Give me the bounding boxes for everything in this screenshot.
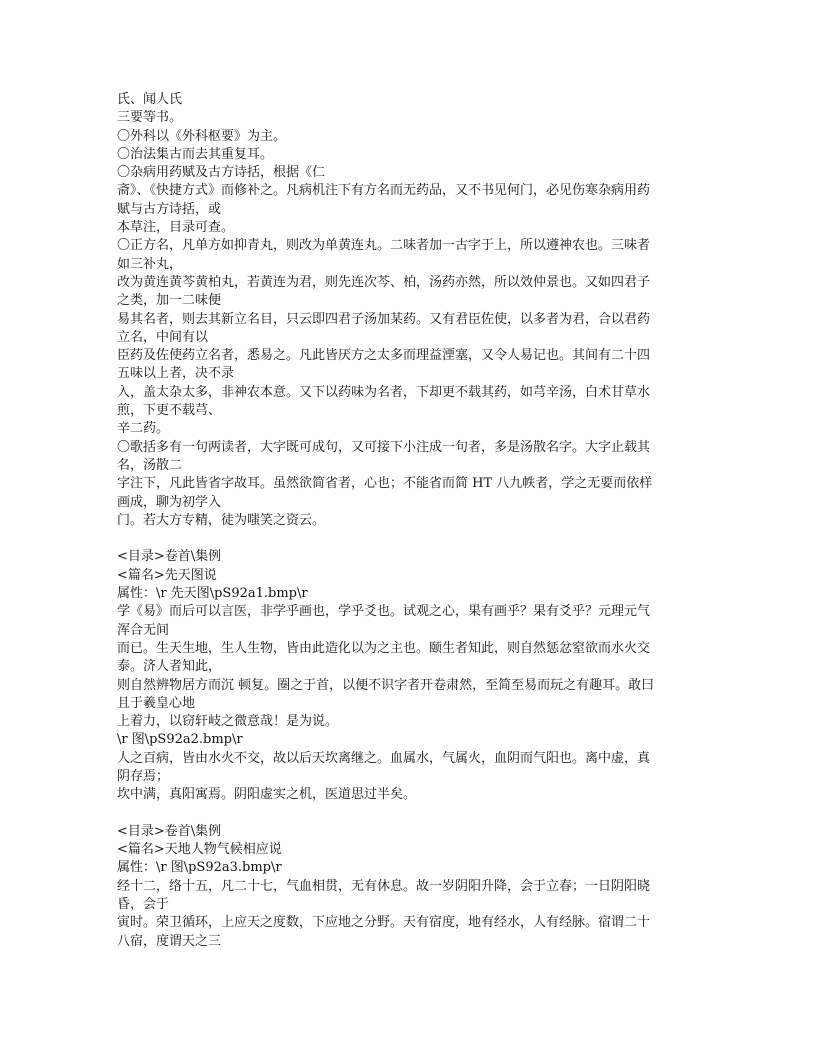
blank-line [117, 530, 701, 548]
text-line: 学《易》而后可以言医，非学乎画也，学乎爻也。试观之心，果有画乎？果有爻乎？元理元气 [117, 604, 651, 620]
text-line: 入，盖太杂太多，非神农本意。又下以药味为名者，下却更不载其药，如芎辛汤，白术甘草水 [117, 384, 651, 400]
text-line: 立名，中间有以 [117, 329, 209, 345]
text-line: 五味以上者，决不录 [117, 366, 235, 382]
text-line: 八宿，度谓天之三 [117, 933, 222, 949]
text-line: 〇外科以《外科枢要》为主。 [117, 128, 287, 144]
image-ref-line: \r 图\pS92a2.bmp\r [117, 732, 243, 748]
text-line: 赋与古方诗括，或 [117, 201, 222, 217]
text-line: 氏、闻人氏 [117, 92, 183, 107]
text-line: 泰。济人者知此， [117, 659, 222, 675]
text-line: 辛二药。 [117, 421, 170, 437]
text-line: 昏，会于 [117, 897, 170, 913]
text-line: 本草注，目录可查。 [117, 220, 235, 236]
text-line: 则自然辨物居方而沉 顿复。圈之于首，以便不识字者开卷肃然，至简至易而玩之有趣耳。敢曰 [117, 677, 655, 693]
blank-line [117, 805, 701, 823]
section-catalog-line: <目录>卷首\集例 [117, 823, 222, 839]
text-line: 〇歌括多有一句两读者，大字既可成句，又可接下小注成一句者，多是汤散名字。大字止载其 [117, 439, 651, 455]
section-catalog-line: <目录>卷首\集例 [117, 549, 222, 565]
attribute-line: 属性：\r 图\pS92a3.bmp\r [117, 860, 282, 876]
section-title-line: <篇名>天地人物气候相应说 [117, 842, 282, 858]
text-line: 寅时。荣卫循环，上应天之度数，下应地之分野。天有宿度，地有经水，人有经脉。宿谓二十 [117, 915, 651, 931]
text-line: 坎中满，真阳寓焉。阴阳虚实之机，医道思过半矣。 [117, 787, 417, 803]
text-line: 字注下，凡此皆省字故耳。虽然欲简省者，心也；不能省而简 HT 八九帙者，学之无要而依样 [117, 476, 653, 492]
text-line: 而已。生天生地，生人生物，皆由此造化以为之主也。颐生者知此，则自然惩忿窒欲而水火交 [117, 640, 651, 656]
text-line: 如三补丸， [117, 256, 183, 272]
text-line: 斋》、《快捷方式》而修补之。凡病机注下有方名而无药品，又不书见何门，必见伤寒杂病用药 [117, 183, 651, 199]
text-line: 〇杂病用药赋及古方诗括，根据《仁 [117, 165, 326, 181]
text-line: 〇正方名，凡单方如抑青丸，则改为单黄连丸。二味者加一古字于上，所以遵神农也。三味者 [117, 238, 651, 254]
text-line: 上着力，以窃轩岐之微意哉！是为说。 [117, 714, 339, 730]
text-line: 三要等书。 [117, 110, 183, 126]
document-page [117, 91, 701, 951]
text-line: 之类，加一二味便 [117, 293, 222, 309]
text-line: 经十二，络十五，凡二十七，气血相贯，无有休息。故一岁阴阳升降，会于立春；一日阴阳晓 [117, 878, 651, 894]
text-line: 画成，聊为初学入 [117, 494, 222, 510]
text-line: 门。若大方专精，徒为嗤笑之资云。 [117, 512, 326, 528]
attribute-line: 属性：\r 先天图\pS92a1.bmp\r [117, 586, 308, 602]
section-title-line: <篇名>先天图说 [117, 567, 217, 583]
text-line: 人之百病，皆由水火不交，故以后天坎离继之。血属水，气属火，血阴而气阳也。离中虚，真 [117, 750, 651, 766]
text-line: 浑合无间 [117, 622, 170, 638]
text-line: 且于羲皇心地 [117, 695, 196, 711]
text-line: 阴存焉； [117, 768, 170, 784]
text-line: 改为黄连黄芩黄柏丸，若黄连为君，则先连次芩、柏，汤药亦然，所以效仲景也。又如四君子 [117, 274, 651, 290]
text-line: 名，汤散二 [117, 457, 183, 473]
text-line: 〇治法集古而去其重复耳。 [117, 146, 274, 162]
text-line: 煎，下更不载芎、 [117, 403, 222, 419]
text-line: 臣药及佐使药立名者，悉易之。凡此皆厌方之太多而理益湮塞，又令人易记也。其间有二十四 [117, 348, 651, 364]
text-line: 易其名者，则去其新立名目，只云即四君子汤加某药。又有君臣佐使，以多者为君，合以君药 [117, 311, 651, 327]
